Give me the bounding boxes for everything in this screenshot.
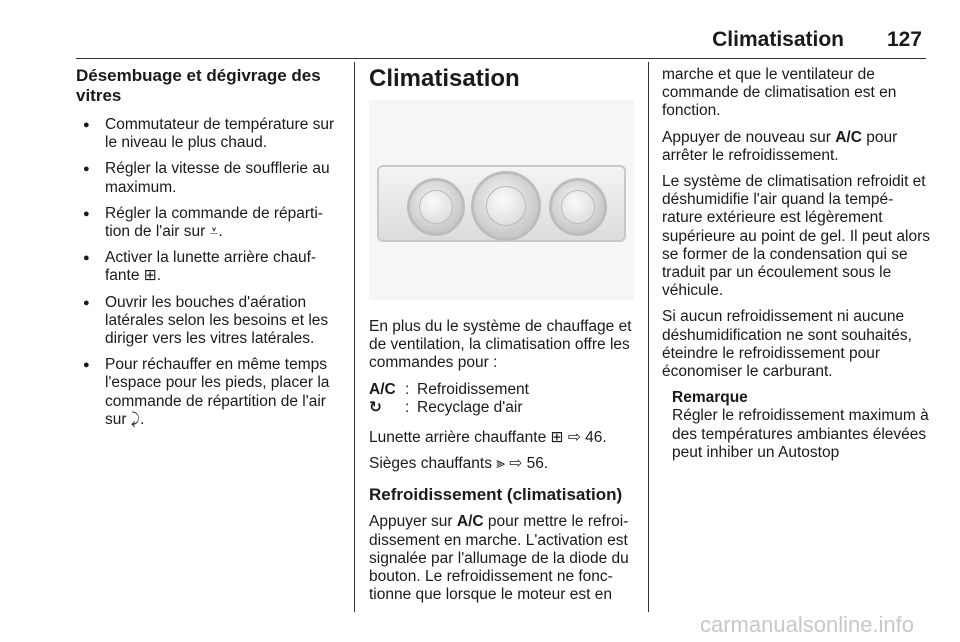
remark-text: Régler le refroidissement maximum à des températures ambiantes élevées peut inhiber un Autostop	[672, 407, 929, 461]
paragraph: Si aucun refroidissement ni aucune déshumidification ne sont souhaités, éteindre le refroidissement pour économiser le carburant.	[662, 308, 912, 381]
temperature-knob-icon	[407, 178, 465, 236]
separator: :	[405, 380, 410, 398]
remark-box	[672, 389, 930, 462]
control-panel	[377, 165, 626, 242]
list-item: ● Régler la commande de réparti‐tion de l'air sur ⩡.	[76, 205, 341, 241]
remark-title: Remarque	[672, 389, 748, 407]
ac-key: A/C	[369, 380, 396, 398]
column-2	[369, 66, 634, 612]
intro-text: En plus du le système de chauffage et de ventilation, la climatisation offre les commandes pour :	[369, 318, 632, 372]
watermark: carmanualsonline.info	[700, 612, 915, 637]
section-heading-cooling: Refroidissement (climatisation)	[369, 485, 623, 505]
climate-control-panel-image	[369, 100, 634, 300]
column-divider-1	[354, 62, 355, 612]
command-label: Recyclage d'air	[417, 398, 523, 416]
cooling-text: Appuyer sur A/C pour mettre le refroi‐dissement en marche. L'activation est signalée par l'allumage de la diode du bouton. Le refroidissement ne fonc‐tionne que lorsque le moteur est en	[369, 513, 629, 604]
recirculation-icon: ↻	[369, 398, 382, 416]
list-item: ● Pour réchauffer en même temps l'espace pour les pieds, placer la commande de répartition de l'air sur ⤸.	[76, 356, 341, 429]
list-item: ● Commutateur de température sur le niveau le plus chaud.	[76, 116, 341, 152]
page-number: 127	[886, 28, 922, 51]
fan-speed-knob-icon	[471, 171, 541, 241]
section-title-climatisation: Climatisation	[369, 65, 520, 92]
section-heading-demist: Désembuage et dégivrage des vitres	[76, 66, 321, 105]
paragraph: Appuyer de nouveau sur A/C pour arrêter le refroidissement.	[662, 128, 898, 164]
ac-key: A/C	[456, 513, 484, 531]
page-title: Climatisation	[712, 28, 844, 51]
paragraph: marche et que le ventilateur de commande de climatisation est en fonction.	[662, 66, 897, 120]
air-distribution-knob-icon	[549, 178, 607, 236]
header-rule	[76, 58, 926, 59]
separator: :	[405, 398, 410, 416]
column-3	[662, 66, 930, 462]
list-item: ● Activer la lunette arrière chauf‐fante ⊞.	[76, 249, 341, 285]
list-item: ● Ouvrir les bouches d'aération latérales selon les besoins et les diriger vers les vitres latérales.	[76, 294, 341, 349]
list-item: ● Régler la vitesse de soufflerie au maximum.	[76, 160, 341, 196]
demist-steps	[76, 116, 341, 429]
reference-rear-window: Lunette arrière chauffante ⊞ ⇨ 46.	[369, 429, 607, 447]
paragraph: Le système de climatisation refroidit et déshumidifie l'air quand la tempé‐rature extérieure est légèrement supérieure au point de gel. Il peut alors se former de la condensation qui se traduit par un écoulement sous le véhicule.	[662, 173, 930, 300]
command-label: Refroidissement	[417, 380, 529, 398]
reference-heated-seats: Sièges chauffants ⫸ ⇨ 56.	[369, 455, 549, 473]
column-divider-2	[648, 62, 649, 612]
command-list	[369, 381, 634, 417]
ac-key: A/C	[835, 128, 862, 146]
column-1	[76, 66, 341, 437]
page-header	[76, 28, 926, 56]
